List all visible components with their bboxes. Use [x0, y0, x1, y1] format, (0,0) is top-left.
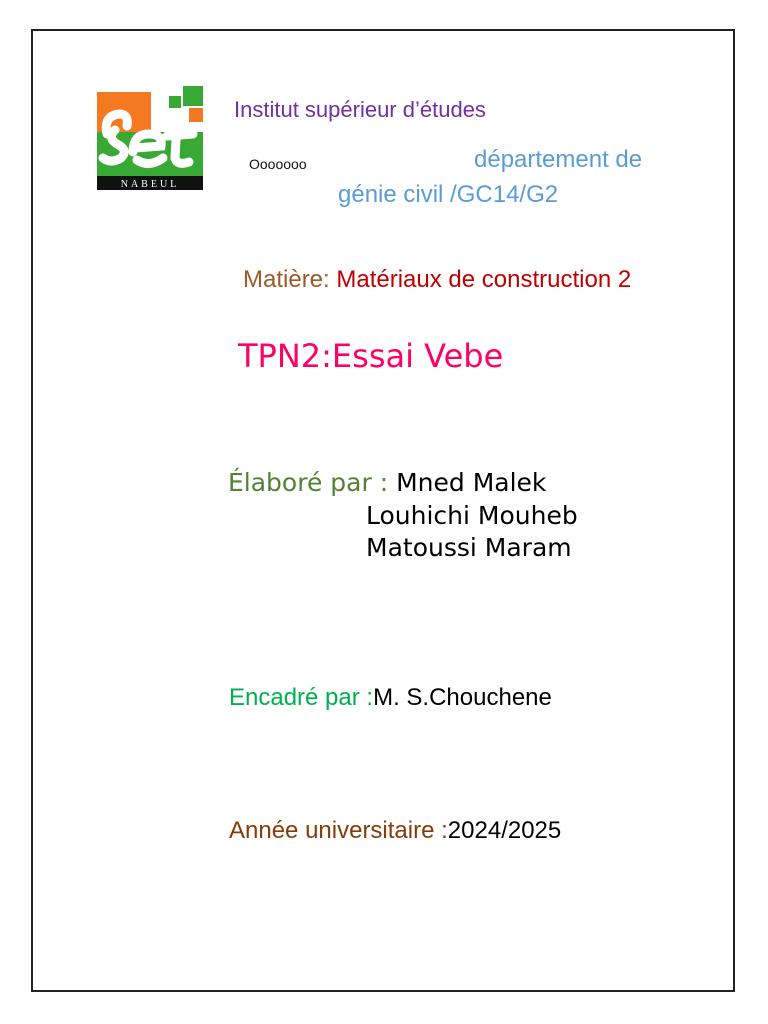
subject-line [243, 266, 631, 294]
supervisor-label: Encadré par : [229, 684, 374, 711]
author-name-1: Mned Malek [396, 468, 547, 497]
authors-line [228, 468, 546, 497]
academic-year-line [229, 817, 561, 845]
institute-name: Institut supérieur d’études [234, 97, 486, 122]
academic-year-label: Année universitaire : [229, 817, 448, 844]
department-line-2: génie civil /GC14/G2 [338, 181, 559, 208]
supervisor-line [229, 684, 552, 712]
author-name-2: Louhichi Mouheb [366, 501, 578, 530]
department-line-1: département de [474, 146, 643, 173]
supervisor-name: M. S.Chouchene [373, 684, 552, 711]
report-title: TPN2:Essai Vebe [238, 337, 504, 375]
logo-city-text: NABEUL [120, 179, 180, 190]
filler-text: Ooooooo [249, 156, 307, 172]
author-name-3: Matoussi Maram [366, 533, 572, 562]
iset-logo-graphic [97, 86, 203, 190]
academic-year-value: 2024/2025 [447, 817, 562, 844]
authors-label: Élaboré par : [228, 468, 389, 497]
subject-label: Matière: [243, 266, 330, 293]
subject-value: Matériaux de construction 2 [336, 266, 632, 293]
iset-nabeul-logo [97, 86, 203, 190]
